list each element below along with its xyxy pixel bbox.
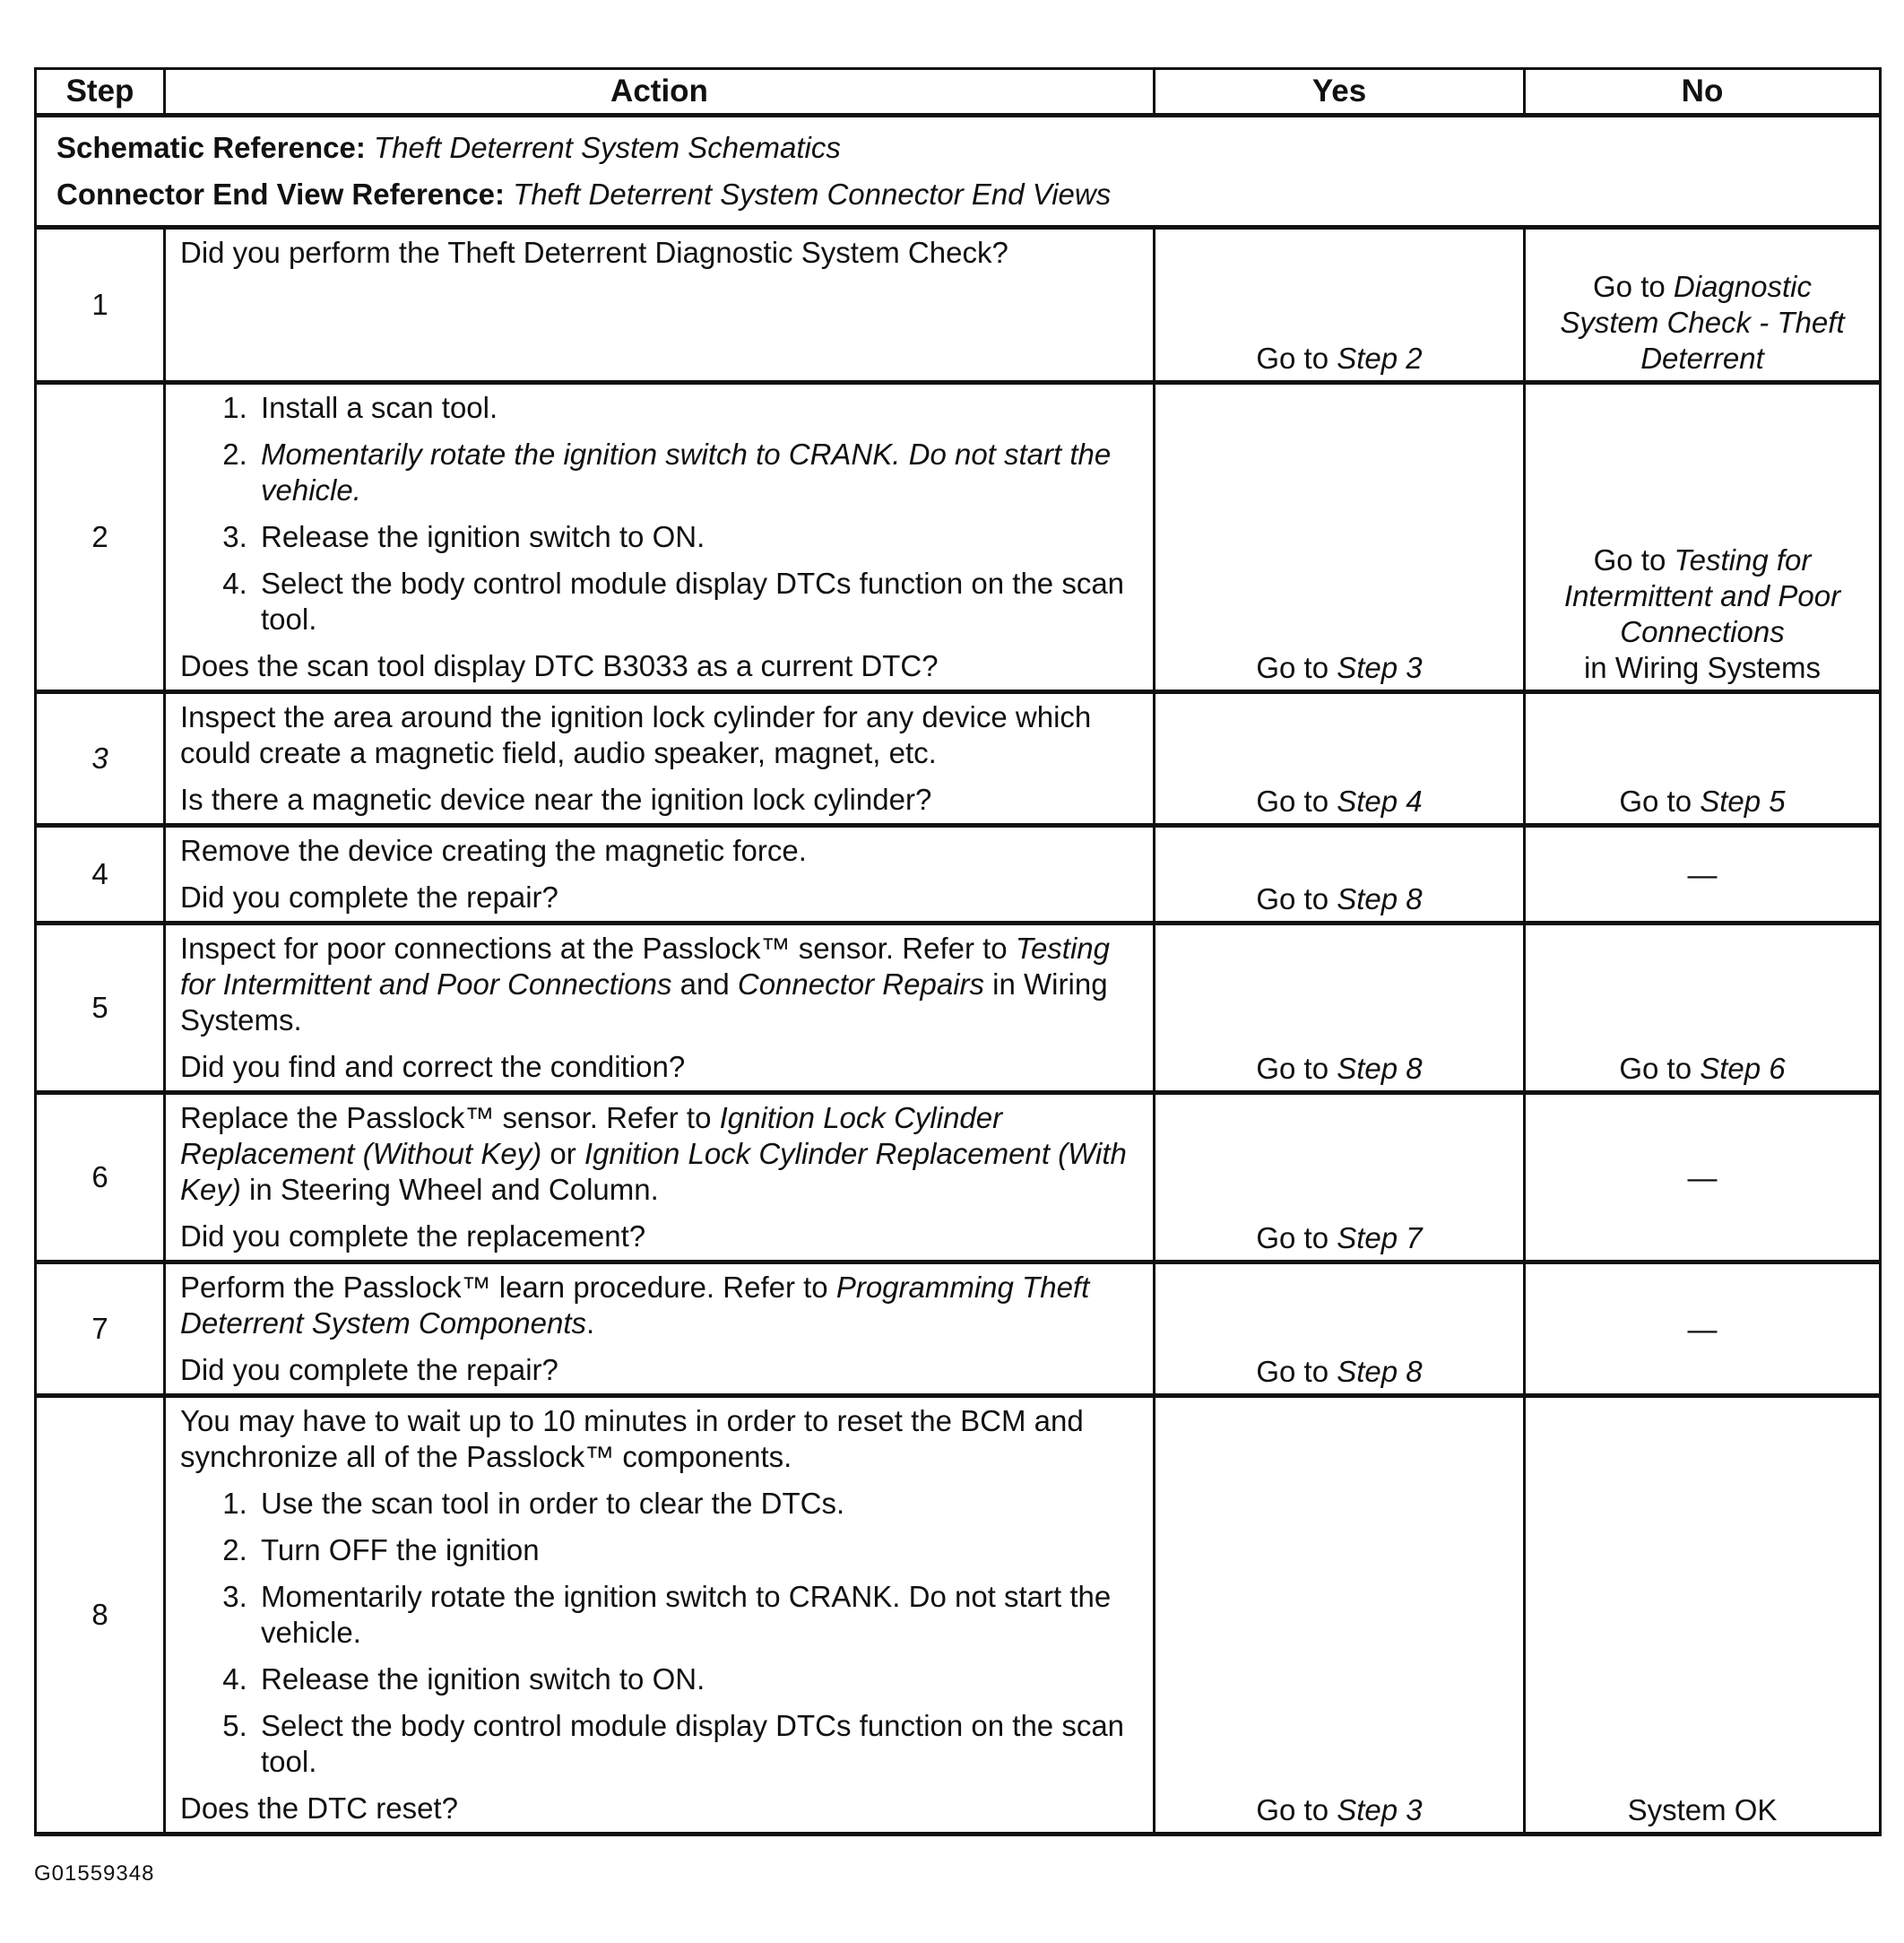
step-row-6 — [36, 1093, 1881, 1262]
action-text: Replace the Passlock™ sensor. Refer to — [180, 1101, 720, 1134]
action-cell — [165, 826, 1155, 924]
yes-prefix: Go to — [1256, 1355, 1337, 1388]
step-number: 7 — [36, 1262, 165, 1396]
action-cell — [165, 1396, 1155, 1835]
action-instruction — [180, 931, 1138, 1038]
yes-step-link[interactable]: Step 8 — [1337, 1355, 1423, 1388]
yes-cell — [1155, 383, 1525, 692]
action-list-item: 3. Momentarily rotate the ignition switch to CRANK. Do not start the vehicle. — [255, 1579, 1138, 1651]
header-row — [36, 69, 1881, 116]
action-instruction: You may have to wait up to 10 minutes in order to reset the BCM and synchronize all of the Passlock™ components. — [180, 1404, 1084, 1473]
action-text: in Wiring Systems. — [180, 967, 1108, 1037]
action-cell — [165, 383, 1155, 692]
yes-cell — [1155, 826, 1525, 924]
no-suffix: in Wiring Systems — [1583, 651, 1822, 684]
step-row-7 — [36, 1262, 1881, 1396]
yes-cell — [1155, 1093, 1525, 1262]
action-question: Is there a magnetic device near the ignition lock cylinder? — [180, 783, 932, 816]
action-instruction: Remove the device creating the magnetic force. — [180, 834, 807, 867]
no-cell — [1525, 1396, 1881, 1835]
header-step: Step — [36, 69, 165, 116]
action-cell — [165, 924, 1155, 1093]
action-instruction: Inspect the area around the ignition lock cylinder for any device which could create a magnetic field, audio speaker, magnet, etc. — [180, 700, 1092, 769]
no-dash: — — [1687, 1161, 1718, 1194]
step-number: 5 — [36, 924, 165, 1093]
no-prefix: Go to — [1593, 543, 1675, 577]
action-text: . — [586, 1306, 595, 1340]
action-question: Did you complete the replacement? — [180, 1219, 646, 1253]
action-question: Did you find and correct the condition? — [180, 1050, 686, 1083]
step-row-1 — [36, 228, 1881, 383]
schematic-reference-label: Schematic Reference: — [56, 131, 366, 164]
step-number: 1 — [36, 228, 165, 383]
step-row-8 — [36, 1396, 1881, 1835]
header-yes: Yes — [1155, 69, 1525, 116]
schematic-reference — [56, 125, 1859, 171]
action-instruction — [180, 1100, 1138, 1208]
yes-prefix: Go to — [1256, 1052, 1337, 1085]
action-reference-link[interactable]: Testing for Intermittent and Poor Connections — [180, 932, 1111, 1001]
action-question: Does the scan tool display DTC B3033 as a current DTC? — [180, 649, 939, 682]
schematic-reference-link[interactable]: Theft Deterrent System Schematics — [374, 131, 841, 164]
yes-cell — [1155, 692, 1525, 826]
no-procedure-link[interactable]: Testing for Intermittent and Poor Connections — [1563, 543, 1841, 648]
action-reference-link[interactable]: Ignition Lock Cylinder Replacement (Without Key) — [180, 1101, 1003, 1170]
no-cell — [1525, 924, 1881, 1093]
yes-cell — [1155, 924, 1525, 1093]
no-cell — [1525, 383, 1881, 692]
yes-step-link[interactable]: Step 8 — [1337, 1052, 1423, 1085]
action-list-item: 2. Turn OFF the ignition — [255, 1532, 1138, 1568]
connector-reference-link[interactable]: Theft Deterrent System Connector End Views — [513, 178, 1112, 211]
action-list-item: 5. Select the body control module display DTCs function on the scan tool. — [255, 1708, 1138, 1780]
yes-step-link[interactable]: Step 4 — [1337, 785, 1423, 818]
connector-reference — [56, 171, 1859, 218]
reference-row — [36, 116, 1881, 228]
no-procedure-link[interactable]: Diagnostic System Check - Theft Deterrent — [1560, 270, 1845, 375]
yes-prefix: Go to — [1256, 1221, 1337, 1254]
no-cell — [1525, 228, 1881, 383]
yes-prefix: Go to — [1256, 342, 1337, 375]
figure-id: G01559348 — [34, 1861, 155, 1886]
action-question: Does the DTC reset? — [180, 1791, 458, 1825]
action-text: and — [671, 967, 738, 1001]
action-list-item: 4. Release the ignition switch to ON. — [255, 1661, 1138, 1697]
action-cell — [165, 1262, 1155, 1396]
yes-step-link[interactable]: Step 2 — [1337, 342, 1423, 375]
yes-cell — [1155, 228, 1525, 383]
action-list-item: 1. Use the scan tool in order to clear the DTCs. — [255, 1486, 1138, 1522]
step-row-2 — [36, 383, 1881, 692]
connector-reference-label: Connector End View Reference: — [56, 178, 506, 211]
diagnostic-table — [34, 67, 1882, 1836]
action-list — [180, 390, 1138, 638]
no-step-link[interactable]: Step 5 — [1700, 785, 1786, 818]
no-cell — [1525, 1262, 1881, 1396]
step-number: 6 — [36, 1093, 165, 1262]
action-text: in Steering Wheel and Column. — [240, 1173, 659, 1206]
step-number: 4 — [36, 826, 165, 924]
reference-cell — [36, 116, 1881, 228]
action-question: Did you complete the repair? — [180, 1353, 558, 1386]
action-text: Inspect for poor connections at the Passlock™ sensor. Refer to — [180, 932, 1016, 965]
action-list-item: 3. Release the ignition switch to ON. — [255, 519, 1138, 555]
action-text: or — [541, 1137, 584, 1170]
yes-step-link[interactable]: Step 3 — [1337, 1793, 1423, 1826]
no-dash: — — [1687, 1313, 1718, 1346]
action-list-item: 1. Install a scan tool. — [255, 390, 1138, 426]
action-list — [180, 1486, 1138, 1780]
action-list-item — [255, 437, 1138, 508]
no-cell — [1525, 692, 1881, 826]
no-dash: — — [1687, 858, 1718, 891]
action-reference-link[interactable]: Ignition Lock Cylinder Replacement (With Key) — [180, 1137, 1127, 1206]
yes-cell — [1155, 1262, 1525, 1396]
yes-prefix: Go to — [1256, 651, 1337, 684]
action-cell — [165, 692, 1155, 826]
action-reference-link[interactable]: Connector Repairs — [737, 967, 985, 1001]
step-number: 8 — [36, 1396, 165, 1835]
step-row-4 — [36, 826, 1881, 924]
action-instruction — [180, 1270, 1138, 1341]
header-action: Action — [165, 69, 1155, 116]
no-step-link[interactable]: Step 6 — [1700, 1052, 1786, 1085]
action-cell — [165, 1093, 1155, 1262]
no-result: System OK — [1627, 1793, 1778, 1826]
step-number: 2 — [36, 383, 165, 692]
action-list-item: 4. Select the body control module display DTCs function on the scan tool. — [255, 566, 1138, 638]
yes-step-link[interactable]: Step 7 — [1337, 1221, 1423, 1254]
action-text: Perform the Passlock™ learn procedure. Refer to — [180, 1271, 836, 1304]
yes-prefix: Go to — [1256, 785, 1337, 818]
action-question: Did you complete the repair? — [180, 880, 558, 914]
action-list-item-text: Momentarily rotate the ignition switch to CRANK. Do not start the vehicle. — [261, 438, 1112, 507]
action-reference-link[interactable]: Programming Theft Deterrent System Components — [180, 1271, 1090, 1340]
action-cell — [165, 228, 1155, 383]
step-number: 3 — [36, 692, 165, 826]
yes-prefix: Go to — [1256, 1793, 1337, 1826]
yes-cell — [1155, 1396, 1525, 1835]
header-no: No — [1525, 69, 1881, 116]
no-cell — [1525, 826, 1881, 924]
no-prefix: Go to — [1619, 1052, 1701, 1085]
yes-prefix: Go to — [1256, 882, 1337, 915]
yes-step-link[interactable]: Step 3 — [1337, 651, 1423, 684]
action-question: Did you perform the Theft Deterrent Diagnostic System Check? — [180, 236, 1008, 269]
no-prefix: Go to — [1593, 270, 1674, 303]
step-row-3 — [36, 692, 1881, 826]
yes-step-link[interactable]: Step 8 — [1337, 882, 1423, 915]
no-prefix: Go to — [1619, 785, 1701, 818]
no-cell — [1525, 1093, 1881, 1262]
step-row-5 — [36, 924, 1881, 1093]
